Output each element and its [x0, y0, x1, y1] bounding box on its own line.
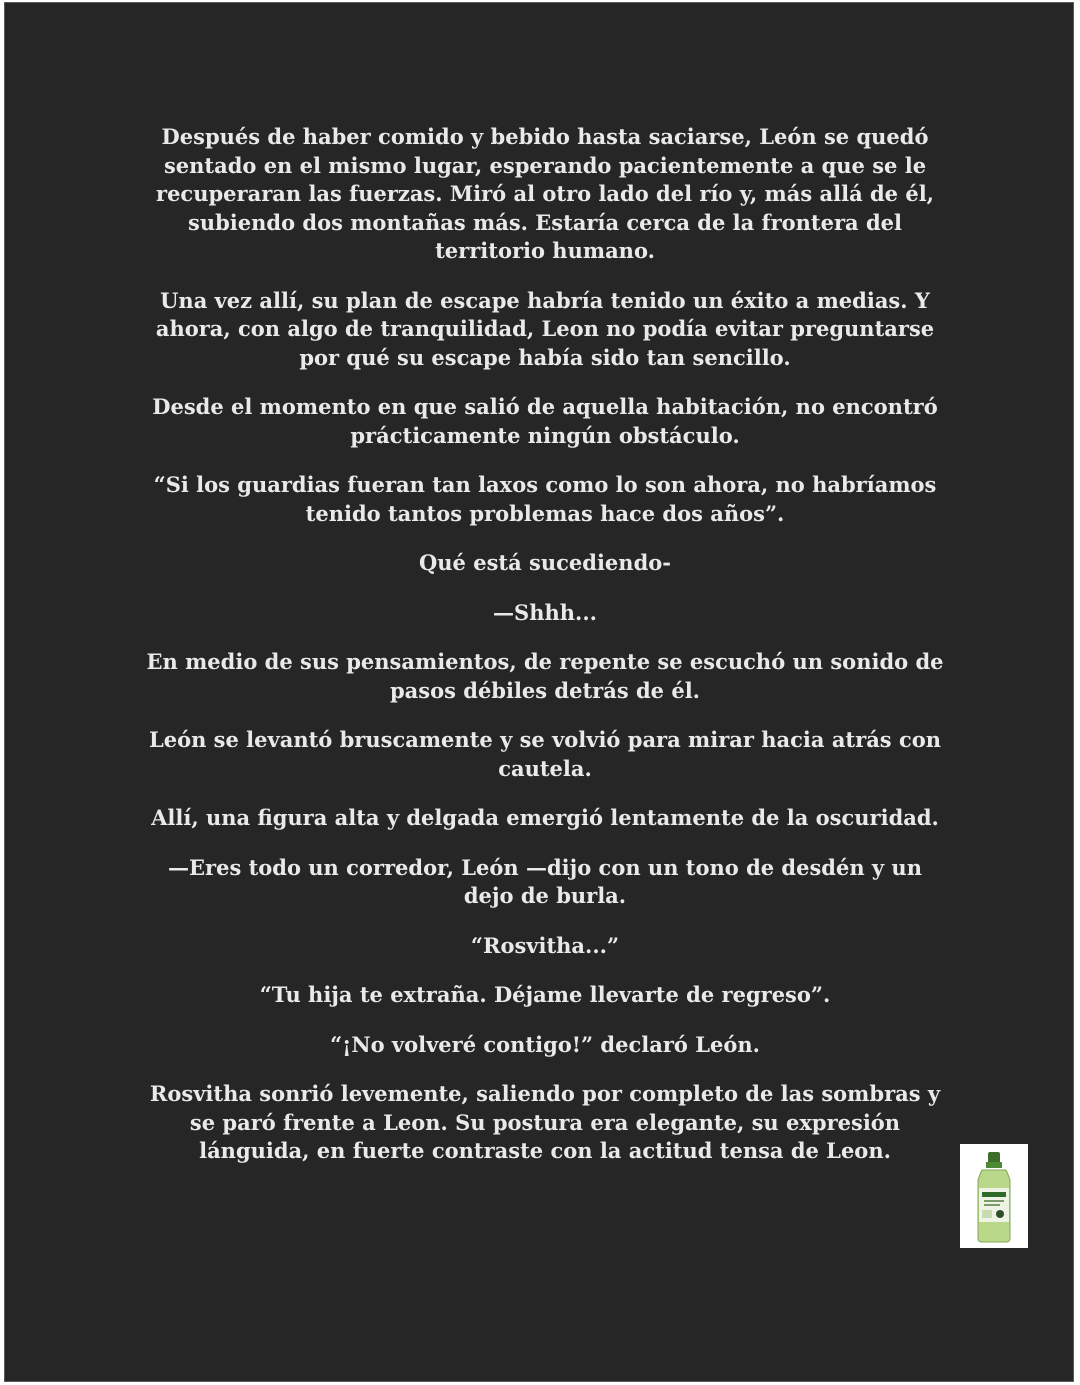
paragraph: Rosvitha sonrió levemente, saliendo por completo de las sombras y se paró frente a Leon. Su postura era elegante, su expresión lánguida, en fuerte contraste con la actitud tensa de Leon.: [149, 1081, 941, 1163]
paragraph: “Tu hija te extraña. Déjame llevarte de regreso”.: [259, 982, 831, 1007]
ad-thumbnail[interactable]: [960, 1144, 1028, 1248]
paragraph: —Eres todo un corredor, León —dijo con un tono de desdén y un dejo de burla.: [168, 854, 922, 908]
paragraph: León se levantó bruscamente y se volvió para mirar hacia atrás con cautela.: [148, 727, 942, 781]
paragraph: En medio de sus pensamientos, de repente se escuchó un sonido de pasos débiles detrás de él.: [146, 649, 944, 703]
page-frame: [4, 2, 1074, 1382]
story-text: [145, 123, 945, 1187]
paragraph: Después de haber comido y bebido hasta saciarse, León se quedó sentado en el mismo lugar, esperando pacientemente a que se le recuperaran las fuerzas. Miró al otro lado del río y, más allá de él, subiendo dos montañas más. Estaría cerca de la frontera del territorio humano.: [156, 124, 934, 263]
paragraph: Qué está sucediendo-: [419, 550, 671, 575]
paragraph: “Rosvitha...”: [470, 932, 620, 958]
paragraph: —Shhh...: [493, 599, 597, 625]
paragraph: Una vez allí, su plan de escape habría tenido un éxito a medias. Y ahora, con algo de tranquilidad, Leon no podía evitar preguntarse por qué su escape había sido tan sencillo.: [155, 287, 935, 370]
green-bottle-icon: [960, 1144, 1028, 1248]
paragraph: “Si los guardias fueran tan laxos como lo son ahora, no habríamos tenido tantos problemas hace dos años”.: [153, 472, 937, 526]
paragraph: “¡No volveré contigo!” declaró León.: [330, 1031, 760, 1057]
paragraph: Allí, una figura alta y delgada emergió lentamente de la oscuridad.: [151, 805, 939, 830]
paragraph: Desde el momento en que salió de aquella habitación, no encontró prácticamente ningún obstáculo.: [152, 394, 938, 448]
